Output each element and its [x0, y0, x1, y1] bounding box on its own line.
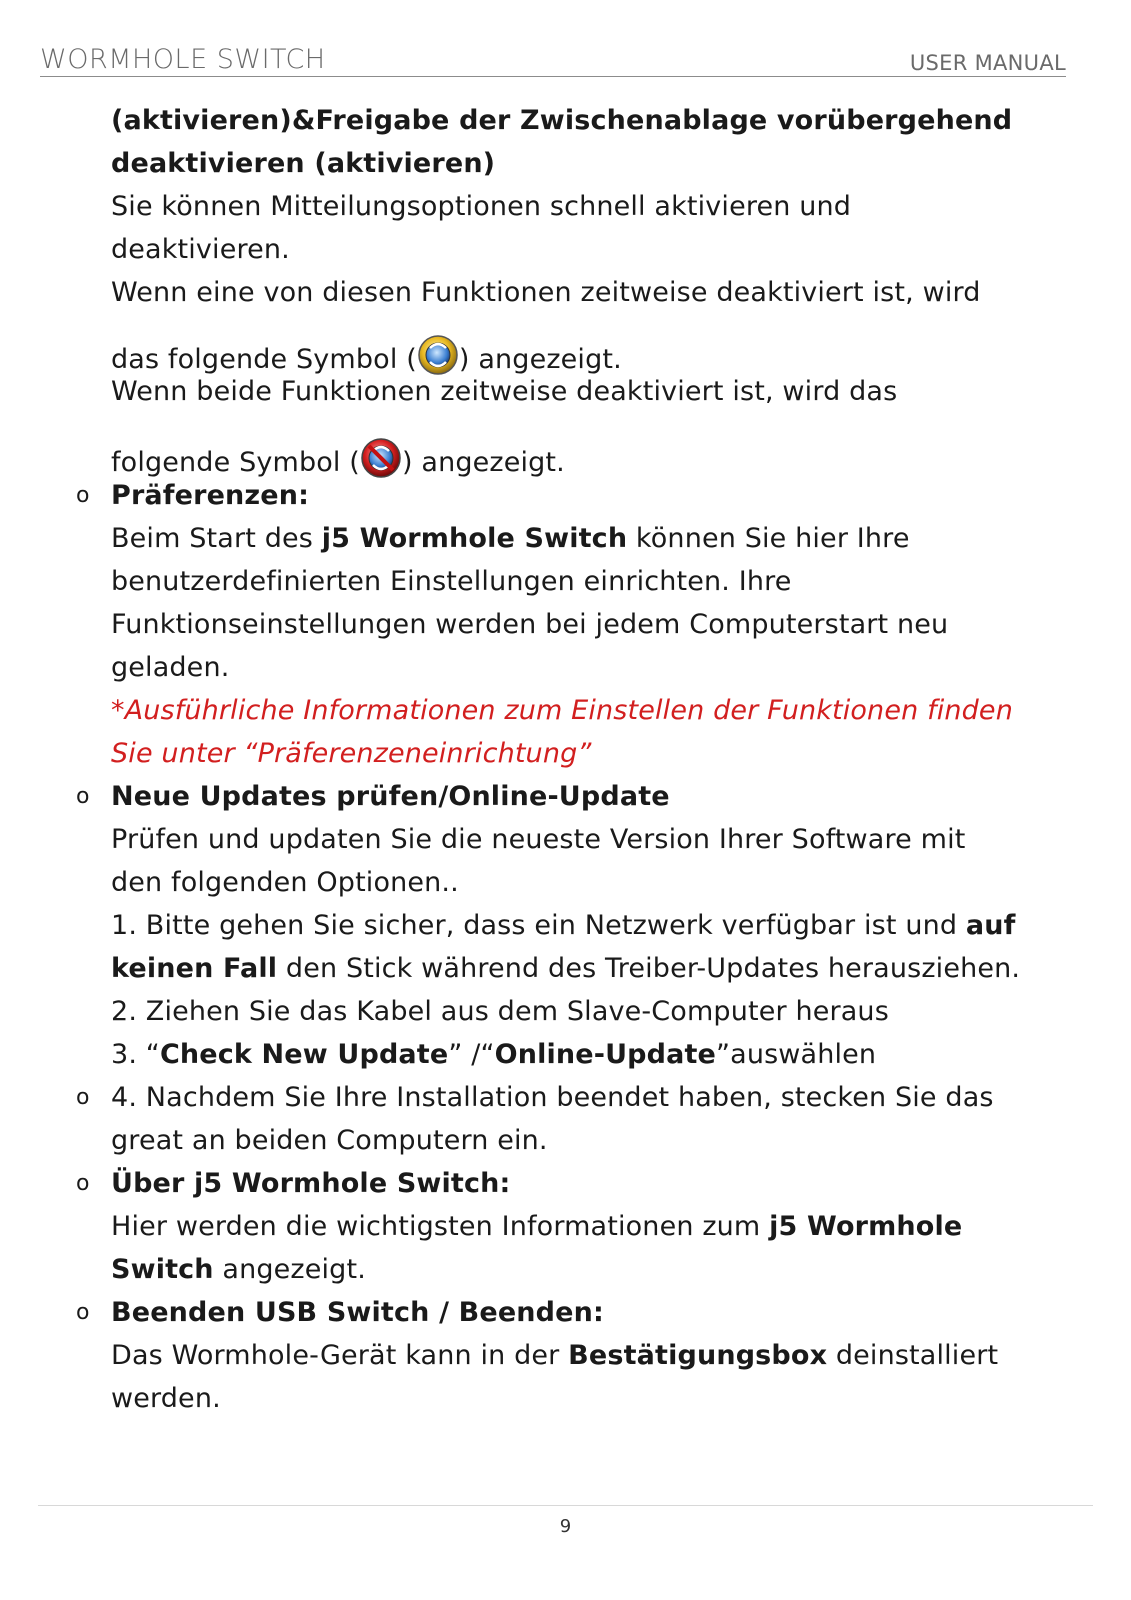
updates-text-line1: Prüfen und updaten Sie die neueste Version Ihrer Software mit: [111, 824, 966, 855]
step1-bold: auf: [965, 910, 1016, 941]
clipboard-heading-line2: deaktivieren (aktivieren): [111, 148, 496, 179]
quit-text-line2: werden.: [111, 1383, 221, 1414]
footer-divider: [38, 1505, 1093, 1506]
updates-step4-line2: great an beiden Computern ein.: [111, 1125, 548, 1156]
clipboard-heading-line1: (aktivieren)&Freigabe der Zwischenablage vorübergehend: [111, 105, 1013, 136]
step1b-text: den Stick während des Treiber-Updates herausziehen.: [277, 953, 1021, 984]
bullet-step4: o: [76, 1085, 90, 1110]
preferences-text-line4: geladen.: [111, 652, 230, 683]
bullet-quit: o: [76, 1300, 90, 1325]
clipboard-text-line5: Wenn beide Funktionen zeitweise deaktiviert ist, wird das: [111, 376, 898, 407]
clipboard-text-line2: deaktivieren.: [111, 234, 290, 265]
both-functions-disabled-icon: [360, 437, 402, 479]
preferences-text-line3: Funktionseinstellungen werden bei jedem Computerstart neu: [111, 609, 949, 640]
updates-step4-line1: 4. Nachdem Sie Ihre Installation beendet haben, stecken Sie das: [111, 1082, 994, 1113]
clipboard-text-line3: Wenn eine von diesen Funktionen zeitweise deaktiviert ist, wird: [111, 277, 981, 308]
page-header: [40, 42, 1066, 77]
confirmation-box-label: Bestätigungsbox: [568, 1340, 828, 1371]
clipboard-text-line6: [111, 437, 565, 480]
quit-text-line1: [111, 1339, 998, 1373]
updates-step1-line2: [111, 952, 1020, 986]
online-update-label: Online-Update: [494, 1039, 716, 1070]
step3-pre: 3. “: [111, 1039, 160, 1070]
symbol-sentence-post: ) angezeigt.: [458, 344, 622, 375]
header-title: WORMHOLE SWITCH: [40, 44, 326, 75]
bullet-updates: o: [76, 784, 90, 809]
updates-text-line2: den folgenden Optionen..: [111, 867, 459, 898]
about-title: Über j5 Wormhole Switch:: [111, 1168, 511, 1199]
header-manual-label: USER MANUAL: [909, 51, 1066, 75]
symbol-sentence2-post: ) angezeigt.: [401, 447, 565, 478]
clipboard-text-line4: [111, 334, 622, 377]
clipboard-partially-disabled-icon: [417, 334, 459, 376]
updates-step2: 2. Ziehen Sie das Kabel aus dem Slave-Computer heraus: [111, 996, 889, 1027]
updates-step1-line1: [111, 909, 1016, 943]
step3-mid: ” /“: [448, 1039, 495, 1070]
bullet-about: o: [76, 1171, 90, 1196]
clipboard-text-line1: Sie können Mitteilungsoptionen schnell aktivieren und: [111, 191, 852, 222]
preferences-note-line1: *Ausführliche Informationen zum Einstellen der Funktionen finden: [111, 695, 1013, 726]
about-text-pre: Hier werden die wichtigsten Informationen zum: [111, 1211, 770, 1242]
preferences-title: Präferenzen:: [111, 480, 310, 511]
quit-text-post: deinstalliert: [827, 1340, 999, 1371]
step1-text: 1. Bitte gehen Sie sicher, dass ein Netzwerk verfügbar ist und: [111, 910, 966, 941]
preferences-text-post: können Sie hier Ihre: [627, 523, 910, 554]
step3-post: ”auswählen: [716, 1039, 877, 1070]
updates-step3: [111, 1038, 876, 1072]
product-name: j5 Wormhole Switch: [321, 523, 628, 554]
about-text-line1: [111, 1210, 962, 1244]
about-product-name-cont: Switch: [111, 1254, 214, 1285]
quit-text-pre: Das Wormhole-Gerät kann in der: [111, 1340, 569, 1371]
preferences-text-line2: benutzerdefinierten Einstellungen einrichten. Ihre: [111, 566, 792, 597]
check-new-update-label: Check New Update: [159, 1039, 449, 1070]
preferences-text-line1: [111, 522, 910, 556]
about-product-name: j5 Wormhole: [769, 1211, 963, 1242]
quit-title: Beenden USB Switch / Beenden:: [111, 1297, 604, 1328]
about-text-line2: [111, 1253, 366, 1287]
page-number: 9: [559, 1516, 572, 1537]
about-text-post: angezeigt.: [213, 1254, 366, 1285]
preferences-text-pre: Beim Start des: [111, 523, 322, 554]
symbol-sentence-pre: das folgende Symbol (: [111, 344, 417, 375]
preferences-note-line2: Sie unter “Präferenzeneinrichtung”: [111, 738, 592, 769]
updates-title: Neue Updates prüfen/Online-Update: [111, 781, 670, 812]
symbol-sentence2-pre: folgende Symbol (: [111, 447, 360, 478]
bullet-preferences: o: [76, 483, 90, 508]
step1b-bold: keinen Fall: [111, 953, 278, 984]
